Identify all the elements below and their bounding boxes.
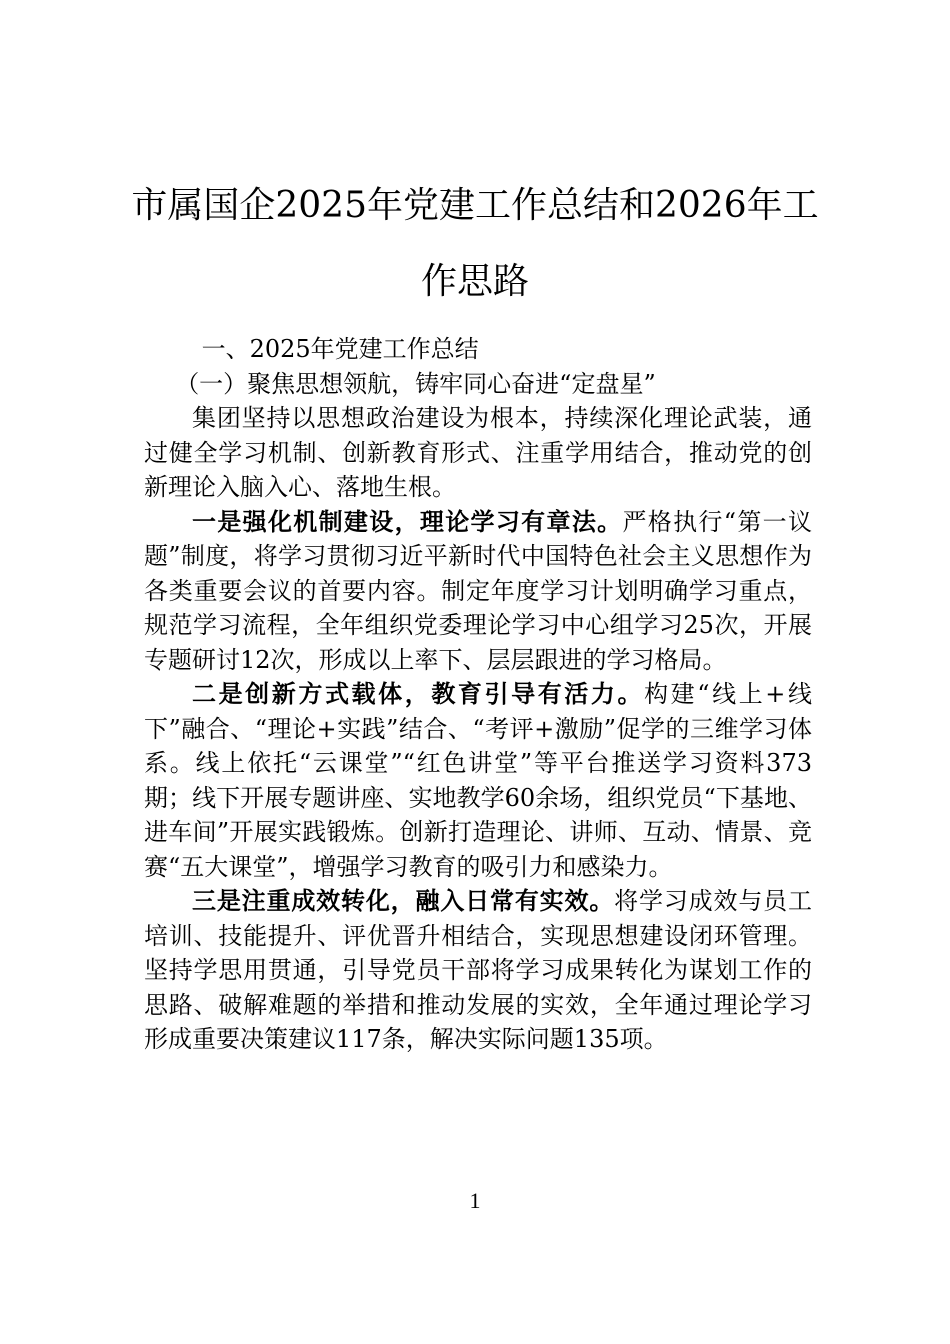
- point-lead-2: 二是创新方式载体，教育引导有活力。: [192, 680, 645, 708]
- point-lead-1: 一是强化机制建设，理论学习有章法。: [192, 507, 623, 536]
- document-body: [144, 332, 812, 1057]
- point-paragraph-3: [144, 884, 812, 1057]
- subsection-heading: （一）聚焦思想领航，铸牢同心奋进“定盘星”: [175, 369, 656, 398]
- title-line-1: 市属国企2025年党建工作总结和2026年工: [131, 185, 819, 226]
- intro-paragraph: 集团坚持以思想政治建设为根本，持续深化理论武装，通过健全学习机制、创新教育形式、注重学用结合，推动党的创新理论入脑入心、落地生根。: [144, 404, 812, 501]
- section-heading: 一、2025年党建工作总结: [201, 335, 479, 363]
- point-paragraph-2: [144, 677, 812, 884]
- title-line-2: 作思路: [420, 261, 529, 302]
- point-body-1: 严格执行“第一议题”制度，将学习贯彻习近平新时代中国特色社会主义思想作为各类重要会议的首要内容。制定年度学习计划明确学习重点，规范学习流程，全年组织党委理论学习中心组学习25次，开展专题研讨12次，形成以上率下、层层跟进的学习格局。: [144, 507, 812, 674]
- point-body-2: 构建“线上+线下”融合、“理论+实践”结合、“考评+激励”促学的三维学习体系。线上依托“云课堂”“红色讲堂”等平台推送学习资料373期；线下开展专题讲座、实地教学60余场，组织党员“下基地、进车间”开展实践锻炼。创新打造理论、讲师、互动、情景、竞赛“五大课堂”，增强学习教育的吸引力和感染力。: [144, 680, 812, 881]
- point-body-3: 将学习成效与员工培训、技能提升、评优晋升相结合，实现思想建设闭环管理。坚持学思用贯通，引导党员干部将学习成果转化为谋划工作的思路、破解难题的举措和推动发展的实效，全年通过理论学习形成重要决策建议117条，解决实际问题135项。: [144, 887, 813, 1053]
- document-title: [120, 168, 830, 320]
- page-number: 1: [469, 1188, 481, 1213]
- point-paragraph-1: [144, 505, 812, 678]
- point-lead-3: 三是注重成效转化，融入日常有实效。: [192, 887, 615, 915]
